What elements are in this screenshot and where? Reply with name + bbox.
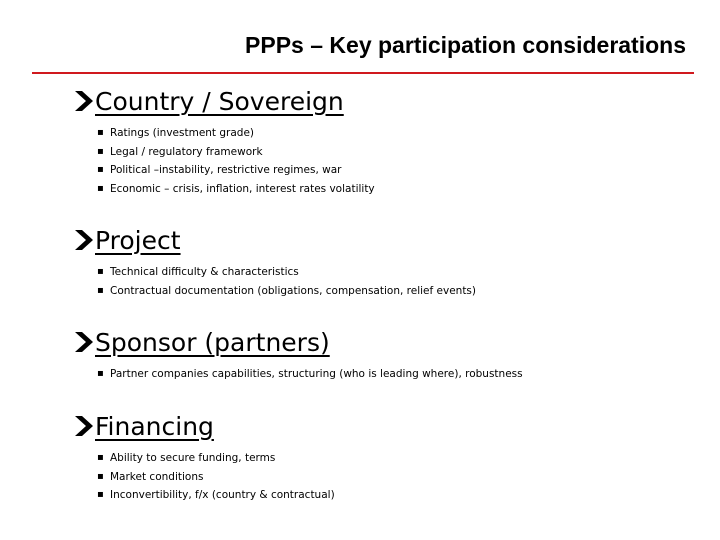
bullet-list — [74, 449, 335, 505]
section-heading — [74, 325, 523, 359]
slide-title: PPPs – Key participation considerations — [245, 32, 686, 58]
list-item-text: Market conditions — [110, 470, 204, 483]
list-item-text: Contractual documentation (obligations, compensation, relief events) — [110, 284, 476, 297]
bullet-list — [74, 263, 476, 300]
section-heading — [74, 409, 335, 443]
list-item: ▪ Political –instability, restrictive regimes, war — [97, 164, 342, 177]
section-heading-text: Financing — [95, 411, 214, 441]
list-item-text: Technical difficulty & characteristics — [110, 266, 299, 278]
list-item-text: Political –instability, restrictive regimes, war — [110, 164, 342, 177]
list-item-text: Ability to secure funding, terms — [110, 452, 276, 464]
section-heading — [74, 84, 375, 118]
list-item: ▪ Economic – crisis, inflation, interest rates volatility — [97, 183, 375, 196]
list-item-text: Legal / regulatory framework — [110, 145, 263, 158]
list-item: ▪ Technical difficulty & characteristics — [97, 266, 299, 278]
bullet-list — [74, 365, 523, 384]
list-item-text: Ratings (investment grade) — [110, 127, 255, 139]
list-item: ▪ Market conditions — [97, 470, 204, 483]
list-item: ▪ Legal / regulatory framework — [97, 145, 263, 158]
section-sponsor — [74, 325, 523, 384]
bullet-list — [74, 124, 375, 199]
arrow-bullet-icon — [74, 414, 94, 438]
section-heading-text: Project — [95, 225, 181, 255]
section-heading — [74, 223, 476, 257]
title-divider — [32, 72, 694, 74]
arrow-bullet-icon — [74, 330, 94, 354]
section-heading-text: Sponsor (partners) — [95, 327, 330, 357]
list-item: ▪ Inconvertibility, f/x (country & contractual) — [97, 489, 335, 502]
arrow-bullet-icon — [74, 228, 94, 252]
list-item: ▪ Ability to secure funding, terms — [97, 452, 276, 464]
list-item-text: Partner companies capabilities, structuring (who is leading where), robustness — [110, 368, 523, 380]
arrow-bullet-icon — [74, 89, 94, 113]
section-heading-text: Country / Sovereign — [95, 86, 344, 116]
list-item: ▪ Contractual documentation (obligations, compensation, relief events) — [97, 284, 476, 297]
section-project — [74, 223, 476, 300]
list-item-text: Economic – crisis, inflation, interest rates volatility — [110, 183, 375, 196]
list-item-text: Inconvertibility, f/x (country & contractual) — [110, 489, 335, 502]
section-financing — [74, 409, 335, 505]
list-item: ▪ Partner companies capabilities, structuring (who is leading where), robustness — [97, 368, 523, 380]
section-country-sovereign — [74, 84, 375, 199]
list-item: ▪ Ratings (investment grade) — [97, 127, 255, 139]
